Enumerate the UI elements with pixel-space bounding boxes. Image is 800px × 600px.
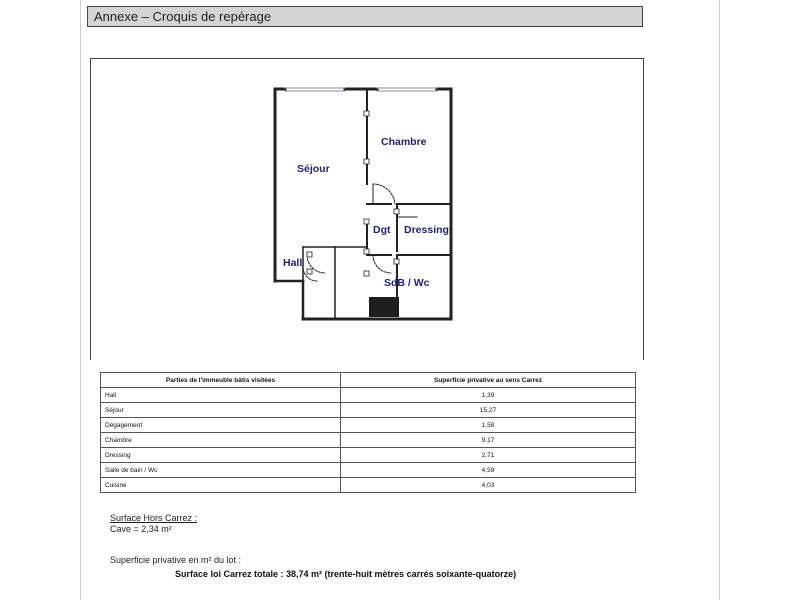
row-area: 9,17 [341,433,636,448]
page-border-left [80,0,81,600]
row-part: Salle de bain / Wc [101,463,341,478]
row-area: 4,59 [341,463,636,478]
floor-plan-frame [90,58,644,360]
annex-title: Annexe – Croquis de repérage [87,6,643,27]
surfaces-table [100,372,636,493]
page-border-right [719,0,720,600]
row-area: 2,71 [341,448,636,463]
table-row [101,388,636,403]
row-part: Cuisine [101,478,341,493]
room-hall: Hall [283,257,303,269]
stair-block [369,297,399,317]
row-part: Chambre [101,433,341,448]
table-row [101,478,636,493]
row-area: 1,39 [341,388,636,403]
room-sejour: Séjour [297,163,330,175]
room-sdb: SdB / Wc [384,277,430,289]
private-surface-intro: Superficie privative en m² du lot : [110,555,242,565]
carrez-total: Surface loi Carrez totale : 38,74 m² (trente-huit mètres carrés soixante-quatorze) [175,569,517,579]
row-area: 15,27 [341,403,636,418]
hors-carrez-title: Surface Hors Carrez : [110,513,198,523]
table-header-row [101,373,636,388]
table-row [101,463,636,478]
table-row [101,403,636,418]
row-part: Hall [101,388,341,403]
room-dgt: Dgt [373,224,391,236]
table-row [101,418,636,433]
room-dressing: Dressing [404,224,449,236]
row-part: Séjour [101,403,341,418]
table-header-area: Superficie privative au sens Carrez [341,373,636,388]
row-part: Dégagement [101,418,341,433]
hors-carrez-value: Cave = 2,34 m² [110,524,172,534]
room-chambre: Chambre [381,136,427,148]
table-header-part: Parties de l'immeuble bâtis visitées [101,373,341,388]
table-row [101,448,636,463]
floor-plan-sketch [91,59,645,361]
row-part: Dressing [101,448,341,463]
table-row [101,433,636,448]
row-area: 1,58 [341,418,636,433]
row-area: 4,03 [341,478,636,493]
